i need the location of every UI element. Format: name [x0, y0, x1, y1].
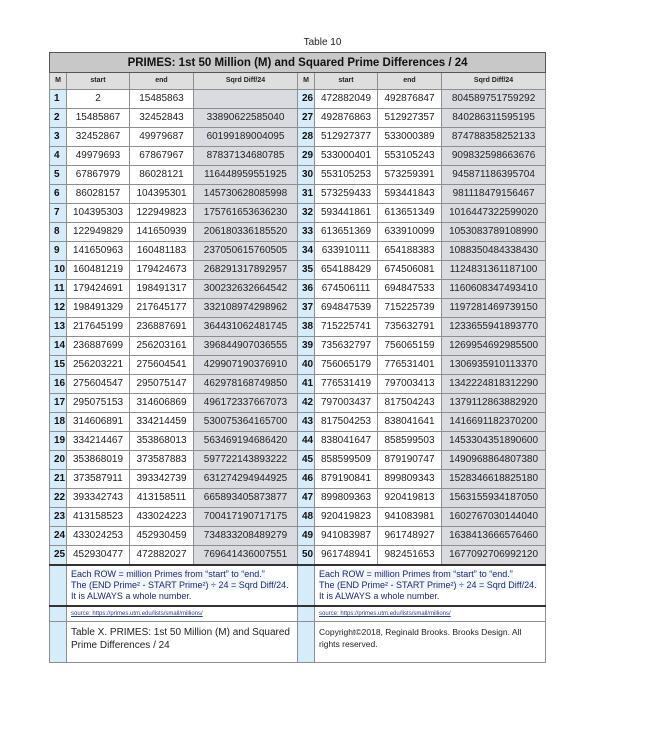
row-m: 12 — [50, 299, 67, 318]
table-body — [50, 90, 546, 566]
row-end: 393342739 — [130, 470, 194, 489]
row-sqrd: 496172337667073 — [194, 394, 298, 413]
row-sqrd: 804589751759292 — [442, 90, 546, 109]
row-end: 613651349 — [378, 204, 442, 223]
header-end-right: end — [378, 73, 442, 90]
row-m: 35 — [298, 261, 315, 280]
row-m: 15 — [50, 356, 67, 375]
row-start: 334214467 — [67, 432, 130, 451]
row-m: 32 — [298, 204, 315, 223]
row-end: 433024223 — [130, 508, 194, 527]
row-m: 6 — [50, 185, 67, 204]
table-title: PRIMES: 1st 50 Million (M) and Squared Prime Differences / 24 — [50, 53, 546, 73]
row-m: 10 — [50, 261, 67, 280]
row-m: 22 — [50, 489, 67, 508]
row-m: 20 — [50, 451, 67, 470]
row-start: 32452867 — [67, 128, 130, 147]
row-sqrd: 1453304351890600 — [442, 432, 546, 451]
row-m: 11 — [50, 280, 67, 299]
row-start: 674506111 — [315, 280, 378, 299]
header-sqrd-left: Sqrd Diff/24 — [194, 73, 298, 90]
row-end: 198491317 — [130, 280, 194, 299]
row-sqrd: 1124831361187100 — [442, 261, 546, 280]
header-m-right: M — [298, 73, 315, 90]
table-row — [50, 128, 546, 147]
row-end: 920419813 — [378, 489, 442, 508]
row-m: 7 — [50, 204, 67, 223]
header-start-right: start — [315, 73, 378, 90]
row-m: 26 — [298, 90, 315, 109]
row-m: 21 — [50, 470, 67, 489]
row-sqrd: 1563155934187050 — [442, 489, 546, 508]
row-start: 472882049 — [315, 90, 378, 109]
row-end: 15485863 — [130, 90, 194, 109]
row-start: 879190841 — [315, 470, 378, 489]
row-m: 43 — [298, 413, 315, 432]
row-end: 492876847 — [378, 90, 442, 109]
row-start: 198491329 — [67, 299, 130, 318]
row-sqrd: 1306935910113370 — [442, 356, 546, 375]
row-end: 573259391 — [378, 166, 442, 185]
row-end: 715225739 — [378, 299, 442, 318]
row-start: 104395303 — [67, 204, 130, 223]
row-start: 613651369 — [315, 223, 378, 242]
table-row — [50, 109, 546, 128]
row-m: 8 — [50, 223, 67, 242]
row-m: 50 — [298, 546, 315, 566]
table-row — [50, 413, 546, 432]
row-m: 13 — [50, 318, 67, 337]
row-sqrd: 206180336185520 — [194, 223, 298, 242]
row-start: 512927377 — [315, 128, 378, 147]
row-end: 982451653 — [378, 546, 442, 566]
row-start: 756065179 — [315, 356, 378, 375]
table-row — [50, 546, 546, 566]
row-sqrd: 700417190717175 — [194, 508, 298, 527]
table-row — [50, 90, 546, 109]
row-end: 858599503 — [378, 432, 442, 451]
row-sqrd: 1053083789108990 — [442, 223, 546, 242]
table-row — [50, 242, 546, 261]
table-row — [50, 185, 546, 204]
row-start: 735632797 — [315, 337, 378, 356]
row-sqrd: 60199189004095 — [194, 128, 298, 147]
row-start: 533000401 — [315, 147, 378, 166]
row-sqrd: 1197281469739150 — [442, 299, 546, 318]
row-sqrd: 769641436007551 — [194, 546, 298, 566]
row-m: 46 — [298, 470, 315, 489]
row-start: 593441861 — [315, 204, 378, 223]
row-m: 40 — [298, 356, 315, 375]
row-end: 776531401 — [378, 356, 442, 375]
row-sqrd: 665893405873877 — [194, 489, 298, 508]
footer-table-label: Table X. PRIMES: 1st 50 Million (M) and Squared Prime Differences / 24 — [67, 622, 298, 663]
footer-copyright: Copyright©2018, Reginald Brooks. Brooks Design. All rights reserved. — [315, 622, 546, 663]
row-end: 472882027 — [130, 546, 194, 566]
row-end: 633910099 — [378, 223, 442, 242]
table-row — [50, 451, 546, 470]
row-end: 160481183 — [130, 242, 194, 261]
table-row — [50, 318, 546, 337]
row-sqrd: 734833208489279 — [194, 527, 298, 546]
row-end: 314606869 — [130, 394, 194, 413]
row-end: 353868013 — [130, 432, 194, 451]
row-m: 36 — [298, 280, 315, 299]
row-end: 674506081 — [378, 261, 442, 280]
row-sqrd: 530075364165700 — [194, 413, 298, 432]
header-end-left: end — [130, 73, 194, 90]
row-start: 694847539 — [315, 299, 378, 318]
row-end: 32452843 — [130, 109, 194, 128]
row-m: 9 — [50, 242, 67, 261]
row-sqrd: 631274294944925 — [194, 470, 298, 489]
row-m: 44 — [298, 432, 315, 451]
row-start: 838041647 — [315, 432, 378, 451]
table-row — [50, 470, 546, 489]
row-start: 2 — [67, 90, 130, 109]
row-end: 899809343 — [378, 470, 442, 489]
row-end: 452930459 — [130, 527, 194, 546]
row-m: 23 — [50, 508, 67, 527]
row-sqrd: 1160608347493410 — [442, 280, 546, 299]
row-sqrd: 981118479156467 — [442, 185, 546, 204]
row-end: 256203161 — [130, 337, 194, 356]
source-link-right[interactable]: source: https://primes.utm.edu/lists/small/millions/ — [315, 606, 546, 622]
row-sqrd: 563469194686420 — [194, 432, 298, 451]
row-start: 492876863 — [315, 109, 378, 128]
row-end: 512927357 — [378, 109, 442, 128]
row-sqrd: 300232632664542 — [194, 280, 298, 299]
row-sqrd: 1342224818312290 — [442, 375, 546, 394]
row-sqrd: 396844907036555 — [194, 337, 298, 356]
row-sqrd: 462978168749850 — [194, 375, 298, 394]
row-m: 33 — [298, 223, 315, 242]
row-sqrd: 597722143893222 — [194, 451, 298, 470]
table-row — [50, 166, 546, 185]
row-sqrd: 1677092706992120 — [442, 546, 546, 566]
row-m: 18 — [50, 413, 67, 432]
row-sqrd: 116448959551925 — [194, 166, 298, 185]
table-row — [50, 223, 546, 242]
source-row — [50, 606, 546, 622]
row-start: 275604547 — [67, 375, 130, 394]
row-m: 30 — [298, 166, 315, 185]
header-sqrd-right: Sqrd Diff/24 — [442, 73, 546, 90]
row-end: 275604541 — [130, 356, 194, 375]
row-start: 353868019 — [67, 451, 130, 470]
row-sqrd: 945871186395704 — [442, 166, 546, 185]
row-sqrd: 87837134680785 — [194, 147, 298, 166]
row-m: 17 — [50, 394, 67, 413]
column-header-row — [50, 73, 546, 90]
row-start: 295075153 — [67, 394, 130, 413]
row-start: 86028157 — [67, 185, 130, 204]
row-start: 573259433 — [315, 185, 378, 204]
table-row — [50, 356, 546, 375]
row-end: 694847533 — [378, 280, 442, 299]
row-sqrd: 175761653636230 — [194, 204, 298, 223]
row-start: 433024253 — [67, 527, 130, 546]
row-end: 413158511 — [130, 489, 194, 508]
row-m: 45 — [298, 451, 315, 470]
row-m: 5 — [50, 166, 67, 185]
row-m: 27 — [298, 109, 315, 128]
row-sqrd: 237050615760505 — [194, 242, 298, 261]
row-end: 179424673 — [130, 261, 194, 280]
row-m: 24 — [50, 527, 67, 546]
row-start: 920419823 — [315, 508, 378, 527]
table-row — [50, 432, 546, 451]
row-start: 899809363 — [315, 489, 378, 508]
row-m: 1 — [50, 90, 67, 109]
row-start: 236887699 — [67, 337, 130, 356]
row-m: 25 — [50, 546, 67, 566]
row-sqrd: 364431062481745 — [194, 318, 298, 337]
row-end: 86028121 — [130, 166, 194, 185]
row-end: 838041641 — [378, 413, 442, 432]
row-sqrd: 1088350484338430 — [442, 242, 546, 261]
row-start: 654188429 — [315, 261, 378, 280]
row-end: 295075147 — [130, 375, 194, 394]
row-sqrd: 1416691182370200 — [442, 413, 546, 432]
row-start: 961748941 — [315, 546, 378, 566]
row-start: 452930477 — [67, 546, 130, 566]
row-m: 49 — [298, 527, 315, 546]
row-end: 817504243 — [378, 394, 442, 413]
row-end: 735632791 — [378, 318, 442, 337]
row-end: 217645177 — [130, 299, 194, 318]
row-m: 19 — [50, 432, 67, 451]
row-start: 373587911 — [67, 470, 130, 489]
table-caption: Table 10 — [303, 37, 342, 48]
row-sqrd: 1490968864807380 — [442, 451, 546, 470]
table-row — [50, 204, 546, 223]
row-sqrd: 268291317892957 — [194, 261, 298, 280]
row-m: 14 — [50, 337, 67, 356]
row-end: 122949823 — [130, 204, 194, 223]
row-end: 236887691 — [130, 318, 194, 337]
table-row — [50, 299, 546, 318]
row-end: 141650939 — [130, 223, 194, 242]
row-start: 15485867 — [67, 109, 130, 128]
table-row — [50, 280, 546, 299]
row-m: 4 — [50, 147, 67, 166]
row-m: 38 — [298, 318, 315, 337]
row-end: 593441843 — [378, 185, 442, 204]
note-right: Each ROW = million Primes from “start” to “end.” The (END Prime² - START Prime²) ÷ 24 = Sqrd Diff/24. It is ALWAYS a whole number. — [315, 565, 546, 606]
row-end: 961748927 — [378, 527, 442, 546]
row-sqrd: 1528346618825180 — [442, 470, 546, 489]
row-m: 34 — [298, 242, 315, 261]
row-start: 160481219 — [67, 261, 130, 280]
row-sqrd: 1016447322599020 — [442, 204, 546, 223]
note-left: Each ROW = million Primes from “start” to “end.” The (END Prime² - START Prime²) ÷ 24 = Sqrd Diff/24. It is ALWAYS a whole number. — [67, 565, 298, 606]
header-start-left: start — [67, 73, 130, 90]
row-sqrd: 145730628085998 — [194, 185, 298, 204]
row-end: 941083981 — [378, 508, 442, 527]
row-end: 533000389 — [378, 128, 442, 147]
row-start: 393342743 — [67, 489, 130, 508]
row-m: 16 — [50, 375, 67, 394]
source-link-left[interactable]: source: https://primes.utm.edu/lists/small/millions/ — [67, 606, 298, 622]
row-sqrd: 840286311595195 — [442, 109, 546, 128]
row-start: 858599509 — [315, 451, 378, 470]
row-start: 797003437 — [315, 394, 378, 413]
row-m: 31 — [298, 185, 315, 204]
row-end: 49979687 — [130, 128, 194, 147]
row-sqrd: 909832598663676 — [442, 147, 546, 166]
row-end: 654188383 — [378, 242, 442, 261]
table-row — [50, 527, 546, 546]
row-sqrd: 1379112863882920 — [442, 394, 546, 413]
row-m: 2 — [50, 109, 67, 128]
row-end: 797003413 — [378, 375, 442, 394]
row-sqrd: 1638413666576460 — [442, 527, 546, 546]
row-m: 3 — [50, 128, 67, 147]
row-start: 179424691 — [67, 280, 130, 299]
table-row — [50, 394, 546, 413]
row-end: 879190747 — [378, 451, 442, 470]
row-start: 217645199 — [67, 318, 130, 337]
row-m: 29 — [298, 147, 315, 166]
row-start: 141650963 — [67, 242, 130, 261]
table-row — [50, 489, 546, 508]
row-start: 817504253 — [315, 413, 378, 432]
row-m: 48 — [298, 508, 315, 527]
row-start: 49979693 — [67, 147, 130, 166]
table-row — [50, 261, 546, 280]
row-m: 42 — [298, 394, 315, 413]
row-start: 413158523 — [67, 508, 130, 527]
row-end: 553105243 — [378, 147, 442, 166]
row-end: 373587883 — [130, 451, 194, 470]
primes-table — [49, 52, 546, 663]
row-sqrd: 1602767030144040 — [442, 508, 546, 527]
row-start: 941083987 — [315, 527, 378, 546]
row-m: 37 — [298, 299, 315, 318]
row-start: 122949829 — [67, 223, 130, 242]
row-sqrd: 33890622585040 — [194, 109, 298, 128]
row-start: 314606891 — [67, 413, 130, 432]
table-row — [50, 337, 546, 356]
row-end: 334214459 — [130, 413, 194, 432]
row-sqrd: 874788358252133 — [442, 128, 546, 147]
row-end: 67867967 — [130, 147, 194, 166]
row-sqrd: 1233655941893770 — [442, 318, 546, 337]
row-sqrd: 1269954692985500 — [442, 337, 546, 356]
row-sqrd: 429907190376910 — [194, 356, 298, 375]
row-end: 104395301 — [130, 185, 194, 204]
row-end: 756065159 — [378, 337, 442, 356]
notes-row — [50, 565, 546, 606]
row-start: 553105253 — [315, 166, 378, 185]
footer-row — [50, 622, 546, 663]
row-start: 633910111 — [315, 242, 378, 261]
table-row — [50, 147, 546, 166]
row-start: 715225741 — [315, 318, 378, 337]
row-start: 776531419 — [315, 375, 378, 394]
row-m: 28 — [298, 128, 315, 147]
row-start: 67867979 — [67, 166, 130, 185]
row-sqrd — [194, 90, 298, 109]
table-row — [50, 508, 546, 527]
row-start: 256203221 — [67, 356, 130, 375]
row-m: 39 — [298, 337, 315, 356]
row-m: 47 — [298, 489, 315, 508]
row-sqrd: 332108974298962 — [194, 299, 298, 318]
table-row — [50, 375, 546, 394]
header-m-left: M — [50, 73, 67, 90]
row-m: 41 — [298, 375, 315, 394]
